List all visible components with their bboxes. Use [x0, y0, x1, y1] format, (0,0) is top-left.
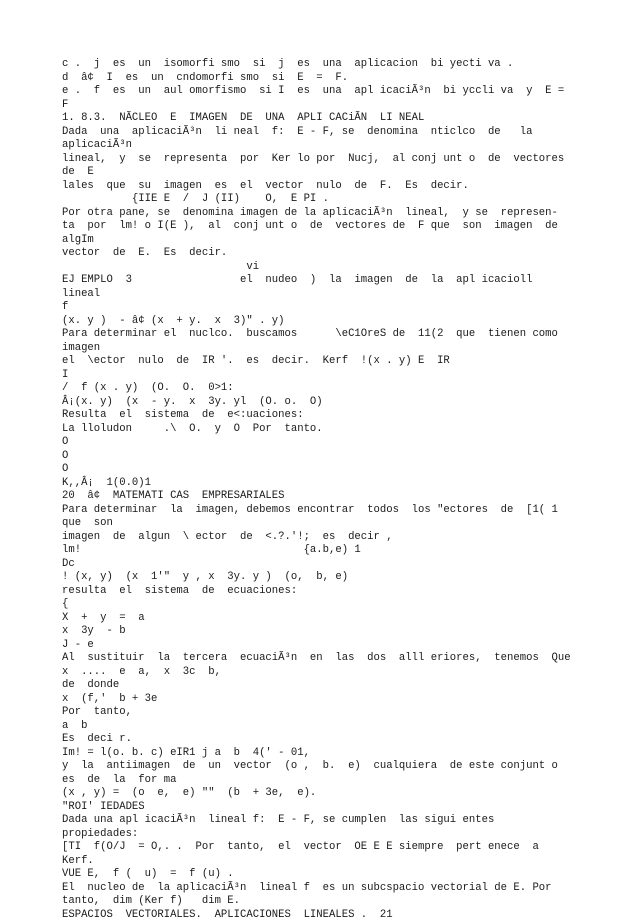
- text-line: Para determinar el nuclco. buscamos \eC1OreS de 11(2 que tienen como: [62, 328, 632, 342]
- text-line: el \ector nulo de IR '. es decir. Kerf !(x . y) E IR: [62, 355, 632, 369]
- text-line: resulta el sistema de ecuaciones:: [62, 585, 632, 599]
- text-line: Dc: [62, 558, 632, 572]
- text-line: x 3y - b: [62, 625, 632, 639]
- text-line: lineal, y se representa por Ker lo por Nucj, al conj unt o de vectores: [62, 153, 632, 167]
- text-line: O: [62, 436, 632, 450]
- text-line: K,,Â¡ 1(0.0)1: [62, 477, 632, 491]
- text-line: O: [62, 450, 632, 464]
- text-line: Es deci r.: [62, 733, 632, 747]
- text-line: Para determinar la imagen, debemos encontrar todos los "ectores de [1( 1: [62, 504, 632, 518]
- text-line: d â¢ I es un cndomorfi smo si E = F.: [62, 72, 632, 86]
- text-line: Resulta el sistema de e<:uaciones:: [62, 409, 632, 423]
- text-line: aplicaciÃ³n: [62, 139, 632, 153]
- text-line: VUE E, f ( u) = f (u) .: [62, 868, 632, 882]
- text-line: F: [62, 99, 632, 113]
- text-line: lales que su imagen es el vector nulo de F. Es decir.: [62, 180, 632, 194]
- text-line: (x. y ) - â¢ (x + y. x 3)" . y): [62, 315, 632, 329]
- text-line: propiedades:: [62, 828, 632, 842]
- text-line: Dada una apl icaciÃ³n lineal f: E - F, se cumplen las sigui entes: [62, 814, 632, 828]
- text-line: X + y = a: [62, 612, 632, 626]
- text-line: [TI f(O/J = O,. . Por tanto, el vector OE E E siempre pert enece a: [62, 841, 632, 855]
- text-line: ! (x, y) (x 1'" y , x 3y. y ) (o, b, e): [62, 571, 632, 585]
- text-line: O: [62, 463, 632, 477]
- text-line: Por tanto,: [62, 706, 632, 720]
- ocr-text-block: [62, 58, 632, 922]
- text-line: e . f es un aul omorfismo si I es una apl icaciÃ³n bi yccli va y E =: [62, 85, 632, 99]
- text-line: ta por lm! o I(E ), al conj unt o de vectores de F que son imagen de: [62, 220, 632, 234]
- text-line: lineal: [62, 288, 632, 302]
- text-line: es de la for ma: [62, 774, 632, 788]
- text-line: {IIE E / J (II) O, E PI .: [62, 193, 632, 207]
- text-line: (x , y) = (o e, e) "" (b + 3e, e).: [62, 787, 632, 801]
- text-line: Im! = l(o. b. c) eIR1 j a b 4(' - 01,: [62, 747, 632, 761]
- text-line: 20 â¢ MATEMATI CAS EMPRESARIALES: [62, 490, 632, 504]
- text-line: Dada una aplicaciÃ³n li neal f: E - F, se denomina nticlco de la: [62, 126, 632, 140]
- text-line: 1. 8.3. NÃCLEO E IMAGEN DE UNA APLI CACiÃN LI NEAL: [62, 112, 632, 126]
- text-line: imagen de algun \ ector de <.?.'!; es decir ,: [62, 531, 632, 545]
- text-line: La lloludon .\ O. y O Por tanto.: [62, 423, 632, 437]
- text-line: "ROI' IEDADES: [62, 801, 632, 815]
- text-line: El nucleo de la aplicaciÃ³n lineal f es un subcspacio vectorial de E. Por: [62, 882, 632, 896]
- text-line: Por otra pane, se denomina imagen de la aplicaciÃ³n lineal, y se represen-: [62, 207, 632, 221]
- text-line: tanto, dim (Ker f) dim E.: [62, 895, 632, 909]
- text-line: EJ EMPLO 3 el nudeo ) la imagen de la apl icacioll: [62, 274, 632, 288]
- text-line: vi: [62, 261, 632, 275]
- text-line: imagen: [62, 342, 632, 356]
- text-line: x .... e a, x 3c b,: [62, 666, 632, 680]
- text-line: I: [62, 369, 632, 383]
- text-line: vector de E. Es decir.: [62, 247, 632, 261]
- text-line: Kerf.: [62, 855, 632, 869]
- text-line: Â¡(x. y) (x - y. x 3y. yl (O. o. O): [62, 396, 632, 410]
- text-line: / f (x . y) (O. O. 0>1:: [62, 382, 632, 396]
- text-line: y la antiimagen de un vector (o , b. e) cualquiera de este conjunt o: [62, 760, 632, 774]
- text-line: de donde: [62, 679, 632, 693]
- text-line: c . j es un isomorfi smo si j es una aplicacion bi yecti va .: [62, 58, 632, 72]
- text-line: que son: [62, 517, 632, 531]
- text-line: de E: [62, 166, 632, 180]
- text-line: J - e: [62, 639, 632, 653]
- text-line: x (f,' b + 3e: [62, 693, 632, 707]
- text-line: f: [62, 301, 632, 315]
- text-line: {: [62, 598, 632, 612]
- text-line: lm! {a.b,e) 1: [62, 544, 632, 558]
- text-line: a b: [62, 720, 632, 734]
- text-line: algIm: [62, 234, 632, 248]
- text-line: ESPACIOS VECTORIALES. APLICACIONES LINEALES . 21: [62, 909, 632, 922]
- text-line: Al sustituir la tercera ecuaciÃ³n en las dos alll eriores, tenemos Que: [62, 652, 632, 666]
